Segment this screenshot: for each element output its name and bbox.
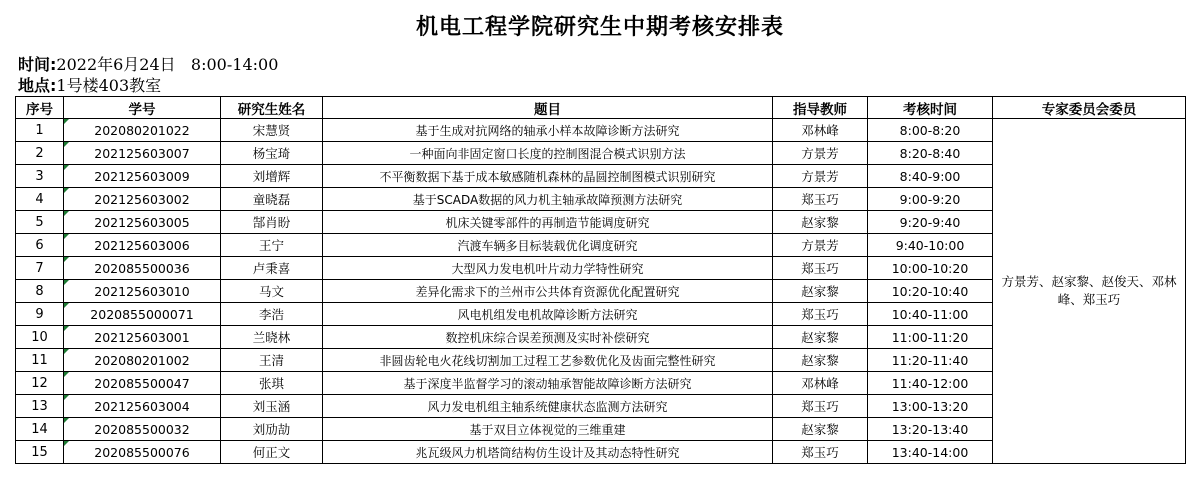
cell-time: 9:40-10:00 (868, 234, 993, 257)
cell-advisor: 赵家黎 (773, 280, 868, 303)
cell-advisor: 郑玉巧 (773, 441, 868, 464)
cell-advisor: 赵家黎 (773, 211, 868, 234)
cell-advisor: 方景芳 (773, 165, 868, 188)
cell-time: 8:20-8:40 (868, 142, 993, 165)
cell-topic: 机床关键零部件的再制造节能调度研究 (323, 211, 773, 234)
cell-student-name: 何正文 (221, 441, 323, 464)
cell-advisor: 方景芳 (773, 234, 868, 257)
page-title: 机电工程学院研究生中期考核安排表 (415, 15, 784, 40)
cell-no: 3 (16, 165, 64, 188)
place-label: 地点: (18, 76, 57, 95)
time-value: 2022年6月24日 8:00-14:00 (56, 55, 279, 74)
cell-no: 1 (16, 119, 64, 142)
cell-time: 9:00-9:20 (868, 188, 993, 211)
cell-student-name: 刘劢劼 (221, 418, 323, 441)
cell-student-name: 刘玉涵 (221, 395, 323, 418)
cell-time: 8:00-8:20 (868, 119, 993, 142)
cell-no: 13 (16, 395, 64, 418)
cell-advisor: 方景芳 (773, 142, 868, 165)
cell-no: 11 (16, 349, 64, 372)
col-header-experts: 专家委员会委员 (993, 97, 1186, 119)
cell-student-name: 兰晓林 (221, 326, 323, 349)
cell-student-name: 王宁 (221, 234, 323, 257)
cell-time: 10:20-10:40 (868, 280, 993, 303)
col-header-id: 学号 (64, 97, 221, 119)
cell-student-id: 202125603009 (64, 165, 221, 188)
cell-advisor: 郑玉巧 (773, 303, 868, 326)
cell-no: 4 (16, 188, 64, 211)
cell-topic: 基于双目立体视觉的三维重建 (323, 418, 773, 441)
cell-student-id: 202085500047 (64, 372, 221, 395)
cell-student-name: 杨宝琦 (221, 142, 323, 165)
col-header-no: 序号 (16, 97, 64, 119)
exam-location (18, 73, 161, 96)
cell-student-id: 202085500036 (64, 257, 221, 280)
cell-student-name: 宋慧贤 (221, 119, 323, 142)
cell-time: 9:20-9:40 (868, 211, 993, 234)
cell-student-name: 郜肖盼 (221, 211, 323, 234)
cell-time: 11:00-11:20 (868, 326, 993, 349)
cell-topic: 差异化需求下的兰州市公共体育资源优化配置研究 (323, 280, 773, 303)
cell-time: 10:00-10:20 (868, 257, 993, 280)
header-row (16, 97, 1186, 119)
cell-student-name: 童晓磊 (221, 188, 323, 211)
cell-topic: 基于深度半监督学习的滚动轴承智能故障诊断方法研究 (323, 372, 773, 395)
cell-topic: 兆瓦级风力机塔筒结构仿生设计及其动态特性研究 (323, 441, 773, 464)
cell-time: 8:40-9:00 (868, 165, 993, 188)
table-row (16, 119, 1186, 142)
cell-topic: 非圆齿轮电火花线切割加工过程工艺参数优化及齿面完整性研究 (323, 349, 773, 372)
cell-advisor: 赵家黎 (773, 349, 868, 372)
exam-time (18, 52, 278, 75)
cell-time: 10:40-11:00 (868, 303, 993, 326)
cell-student-name: 张琪 (221, 372, 323, 395)
cell-advisor: 郑玉巧 (773, 257, 868, 280)
cell-no: 5 (16, 211, 64, 234)
cell-topic: 大型风力发电机叶片动力学特性研究 (323, 257, 773, 280)
cell-student-id: 202080201022 (64, 119, 221, 142)
cell-no: 10 (16, 326, 64, 349)
cell-advisor: 郑玉巧 (773, 395, 868, 418)
cell-no: 12 (16, 372, 64, 395)
cell-topic: 数控机床综合误差预测及实时补偿研究 (323, 326, 773, 349)
cell-student-id: 202125603004 (64, 395, 221, 418)
cell-topic: 基于SCADA数据的风力机主轴承故障预测方法研究 (323, 188, 773, 211)
cell-student-id: 202125603010 (64, 280, 221, 303)
cell-topic: 基于生成对抗网络的轴承小样本故障诊断方法研究 (323, 119, 773, 142)
cell-no: 2 (16, 142, 64, 165)
cell-time: 13:40-14:00 (868, 441, 993, 464)
cell-advisor: 邓林峰 (773, 372, 868, 395)
cell-student-id: 202125603005 (64, 211, 221, 234)
cell-student-id: 202085500076 (64, 441, 221, 464)
cell-no: 7 (16, 257, 64, 280)
col-header-name: 研究生姓名 (221, 97, 323, 119)
cell-no: 14 (16, 418, 64, 441)
cell-topic: 风电机组发电机故障诊断方法研究 (323, 303, 773, 326)
cell-advisor: 邓林峰 (773, 119, 868, 142)
cell-topic: 风力发电机组主轴系统健康状态监测方法研究 (323, 395, 773, 418)
cell-student-id: 202125603006 (64, 234, 221, 257)
cell-experts: 方景芳、赵家黎、赵俊天、邓林峰、郑玉巧 (993, 119, 1186, 464)
cell-topic: 不平衡数据下基于成本敏感随机森林的晶圆控制图模式识别研究 (323, 165, 773, 188)
cell-student-id: 202125603001 (64, 326, 221, 349)
schedule-table (15, 96, 1186, 464)
cell-student-name: 刘增辉 (221, 165, 323, 188)
cell-advisor: 赵家黎 (773, 418, 868, 441)
cell-student-name: 马文 (221, 280, 323, 303)
cell-student-id: 202080201002 (64, 349, 221, 372)
time-label: 时间: (18, 55, 57, 74)
place-value: 1号楼403教室 (56, 76, 162, 95)
cell-time: 11:20-11:40 (868, 349, 993, 372)
cell-student-id: 202125603002 (64, 188, 221, 211)
cell-topic: 一种面向非固定窗口长度的控制图混合模式识别方法 (323, 142, 773, 165)
cell-no: 8 (16, 280, 64, 303)
cell-student-id: 2020855000071 (64, 303, 221, 326)
cell-student-name: 李浩 (221, 303, 323, 326)
cell-advisor: 郑玉巧 (773, 188, 868, 211)
col-header-time: 考核时间 (868, 97, 993, 119)
cell-student-id: 202085500032 (64, 418, 221, 441)
cell-no: 15 (16, 441, 64, 464)
cell-time: 11:40-12:00 (868, 372, 993, 395)
cell-student-name: 王清 (221, 349, 323, 372)
cell-advisor: 赵家黎 (773, 326, 868, 349)
cell-time: 13:20-13:40 (868, 418, 993, 441)
col-header-advisor: 指导教师 (773, 97, 868, 119)
cell-time: 13:00-13:20 (868, 395, 993, 418)
cell-no: 9 (16, 303, 64, 326)
cell-student-id: 202125603007 (64, 142, 221, 165)
cell-student-name: 卢秉喜 (221, 257, 323, 280)
col-header-topic: 题目 (323, 97, 773, 119)
cell-no: 6 (16, 234, 64, 257)
cell-topic: 汽渡车辆多目标装载优化调度研究 (323, 234, 773, 257)
